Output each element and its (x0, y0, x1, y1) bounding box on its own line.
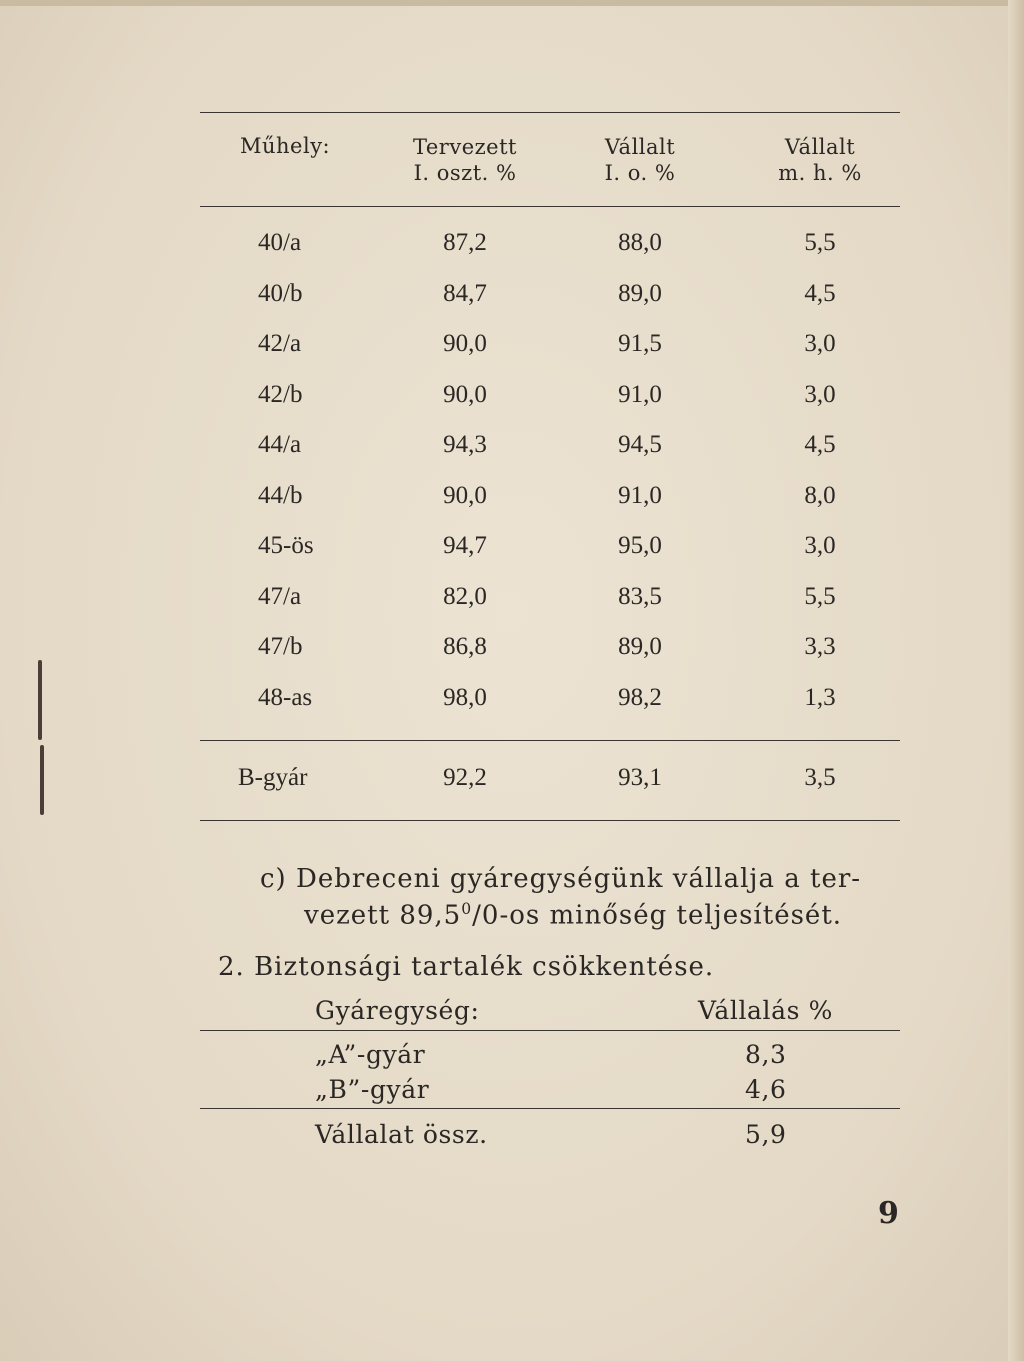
table2-row-b-value: 4,6 (745, 1075, 787, 1104)
cell-committed: 94,5 (618, 431, 662, 458)
cell-committed: 83,5 (618, 583, 662, 610)
binding-staple-upper (38, 660, 42, 740)
cell-committed: 88,0 (618, 229, 662, 256)
table1-bottom-rule (200, 820, 900, 821)
cell-committed: 91,0 (618, 482, 662, 509)
header-committed-mh-line2: m. h. % (778, 161, 862, 185)
cell-committed: 91,0 (618, 381, 662, 408)
header-committed (565, 134, 715, 186)
cell-committed-mh: 5,5 (804, 583, 836, 610)
cell-committed-mh: 4,5 (804, 431, 836, 458)
table2-row-a-value: 8,3 (745, 1040, 787, 1069)
cell-planned: 82,0 (443, 583, 487, 610)
cell-planned: 98,0 (443, 684, 487, 711)
cell-committed-mh: 8,0 (804, 482, 836, 509)
cell-planned: 90,0 (443, 381, 487, 408)
total-committed: 93,1 (618, 764, 662, 791)
paragraph-c-line1: c) Debreceni gyáregységünk vállalja a ter- (260, 864, 862, 894)
table1-header-rule (200, 206, 900, 207)
total-planned: 92,2 (443, 764, 487, 791)
header-planned-line2: I. oszt. % (413, 161, 517, 185)
table2-total-unit: Vállalat össz. (315, 1120, 488, 1149)
cell-workshop: 47/a (258, 583, 302, 610)
table2-header-unit: Gyáregység: (315, 996, 480, 1025)
header-committed-line2: I. o. % (604, 161, 676, 185)
cell-workshop: 40/b (258, 280, 303, 307)
cell-planned: 87,2 (443, 229, 487, 256)
table2-row-b-unit: „B”-gyár (315, 1075, 430, 1104)
cell-planned: 94,7 (443, 532, 487, 559)
header-committed-mh-line1: Vállalt (784, 135, 856, 159)
header-committed-line1: Vállalt (604, 135, 676, 159)
paragraph-c-line2-sup: 0 (461, 900, 473, 918)
cell-workshop: 48-as (258, 684, 313, 711)
cell-planned: 90,0 (443, 482, 487, 509)
cell-workshop: 45-ös (258, 532, 314, 559)
cell-committed: 89,0 (618, 280, 662, 307)
table2-header-rule (200, 1030, 900, 1031)
cell-committed-mh: 3,0 (804, 330, 836, 357)
cell-committed: 89,0 (618, 633, 662, 660)
cell-workshop: 44/b (258, 482, 303, 509)
binding-staple-lower (40, 745, 44, 815)
cell-committed-mh: 1,3 (804, 684, 836, 711)
paragraph-c-line2-prefix: vezett 89,5 (304, 900, 462, 931)
table2-total-value: 5,9 (745, 1120, 787, 1149)
cell-workshop: 44/a (258, 431, 302, 458)
cell-planned: 86,8 (443, 633, 487, 660)
cell-planned: 84,7 (443, 280, 487, 307)
section2-heading: 2. Biztonsági tartalék csökkentése. (218, 952, 715, 982)
cell-committed-mh: 4,5 (804, 280, 836, 307)
cell-committed-mh: 5,5 (804, 229, 836, 256)
table2-row-a-unit: „A”-gyár (315, 1040, 426, 1069)
cell-planned: 94,3 (443, 431, 487, 458)
cell-workshop: 42/b (258, 381, 303, 408)
cell-committed-mh: 3,0 (804, 381, 836, 408)
page-right-edge (1008, 0, 1024, 1361)
page-top-edge (0, 0, 1024, 6)
total-workshop: B-gyár (238, 764, 308, 791)
cell-workshop: 42/a (258, 330, 302, 357)
cell-workshop: 40/a (258, 229, 302, 256)
table2-total-rule (200, 1108, 900, 1109)
cell-committed: 95,0 (618, 532, 662, 559)
cell-committed: 91,5 (618, 330, 662, 357)
cell-planned: 90,0 (443, 330, 487, 357)
table2-header-commit: Vállalás % (698, 996, 833, 1025)
table1-total-rule (200, 740, 900, 741)
cell-committed-mh: 3,3 (804, 633, 836, 660)
table1-top-rule (200, 112, 900, 113)
header-planned (390, 134, 540, 186)
header-planned-line1: Tervezett (412, 135, 517, 159)
page-number: 9 (878, 1196, 899, 1231)
header-committed-mh (745, 134, 895, 186)
cell-committed: 98,2 (618, 684, 662, 711)
cell-committed-mh: 3,0 (804, 532, 836, 559)
paragraph-c-line2-suffix: /0-os minőség teljesítését. (472, 900, 843, 931)
total-committed-mh: 3,5 (804, 764, 836, 791)
cell-workshop: 47/b (258, 633, 303, 660)
header-workshop: Műhely: (240, 134, 331, 158)
paragraph-c-line2 (304, 900, 842, 931)
